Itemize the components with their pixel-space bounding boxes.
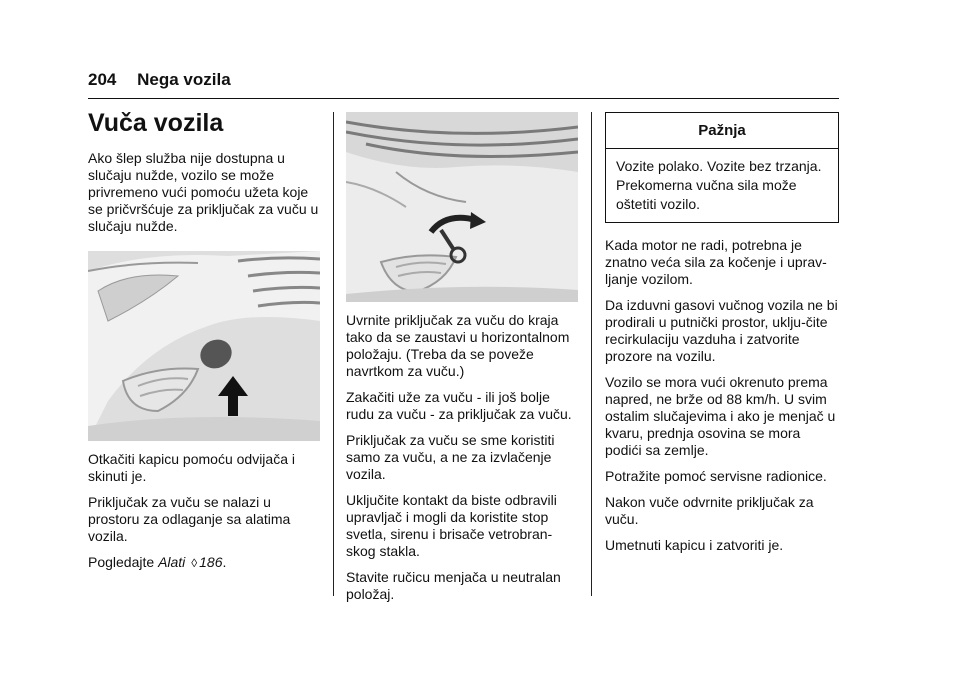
page-reference-arrow-icon: ◊ — [191, 556, 198, 570]
reference-page-number[interactable]: 186 — [199, 554, 223, 570]
reference-link-alati[interactable]: Alati — [158, 554, 186, 570]
column-divider-1 — [333, 112, 334, 596]
reference-prefix: Pogledajte — [88, 554, 155, 570]
paragraph-engine-off: Kada motor ne radi, potrebna je znatno veća sila za kočenje i uprav-ljanje vozilom. — [605, 237, 827, 287]
towing-eye-screw-in-illustration-icon — [346, 112, 578, 302]
section-title: Vuča vozila — [88, 109, 224, 137]
column-divider-2 — [591, 112, 592, 596]
paragraph-reference — [88, 554, 320, 572]
page-header — [88, 70, 839, 90]
warning-text: Vozite polako. Vozite bez trzanja. Prekomerna vučna sila može oštetiti vozilo. — [616, 158, 822, 212]
paragraph-ignition: Uključite kontakt da biste odbravili upravljač i mogli da koristite stop svetla, sirenu i brisače vetrobran-skog stakla. — [346, 492, 557, 559]
paragraph-screw-in: Uvrnite priključak za vuču do kraja tako da se zaustavi u horizontalnom položaju. (Treba da se poveže navrtkom za vuču.) — [346, 312, 570, 379]
warning-box — [605, 112, 839, 223]
paragraph-direction-speed: Vozilo se mora vući okrenuto prema napred, ne brže od 88 km/h. U svim ostalim slučajevima i ako je menjač u kvaru, prednja osovina se mora podići sa zemlje. — [605, 374, 836, 458]
paragraph-remove-cap: Otkačiti kapicu pomoću odvijača i skinuti je. — [88, 451, 295, 484]
reference-suffix: . — [222, 554, 227, 570]
paragraph-neutral: Stavite ručicu menjača u neutralan položaj. — [346, 569, 561, 602]
intro-paragraph: Ako šlep služba nije dostupna u slučaju nužde, vozilo se može privremeno vući pomoću užeta koje se pričvršćuje za priključak za vuču u slučaju nužde. — [88, 150, 319, 234]
paragraph-unscrew: Nakon vuče odvrnite priključak za vuču. — [605, 494, 814, 527]
paragraph-insert-cap: Umetnuti kapicu i zatvoriti je. — [605, 537, 784, 553]
paragraph-exhaust: Da izduvni gasovi vučnog vozila ne bi prodirali u putnički prostor, uklju-čite recirkulaciju vazduha i zatvorite prozore na vozilu. — [605, 297, 838, 364]
chapter-title: Nega vozila — [137, 70, 231, 89]
header-divider — [88, 98, 839, 99]
column-3 — [605, 112, 839, 563]
column-1 — [88, 108, 320, 581]
column-2 — [346, 112, 578, 612]
paragraph-tow-eye-location: Priključak za vuču se nalazi u prostoru za odlaganje sa alatima vozila. — [88, 494, 291, 544]
page-number: 204 — [88, 70, 117, 89]
paragraph-attach-rope: Zakačiti uže za vuču - ili još bolje rudu za vuču - za priključak za vuču. — [346, 389, 572, 422]
car-front-bumper-cap-arrow-illustration-icon — [88, 251, 320, 441]
warning-title: Pažnja — [606, 113, 838, 149]
paragraph-towing-only: Priključak za vuču se sme koristiti samo za vuču, a ne za izvlačenje vozila. — [346, 432, 555, 482]
paragraph-service: Potražite pomoć servisne radionice. — [605, 468, 827, 484]
